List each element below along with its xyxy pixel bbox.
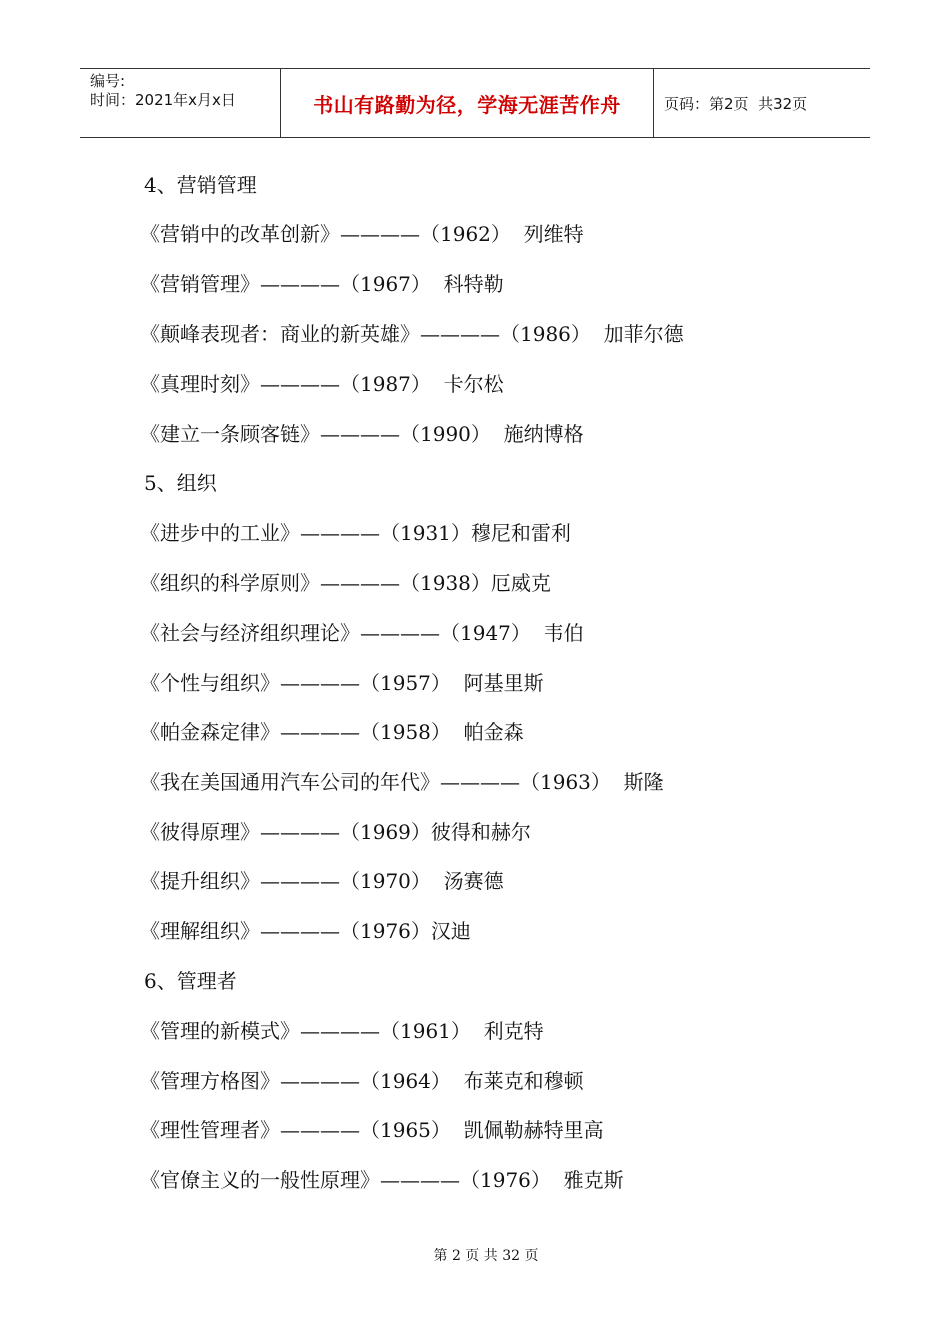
section-heading-managers: 6、管理者 [144,969,237,993]
book-entry: 《建立一条顾客链》————（1990） 施纳博格 [140,422,584,446]
book-entry: 《提升组织》————（1970） 汤赛德 [140,869,504,893]
document-number-label: 编号: [90,72,126,90]
book-entry: 《颠峰表现者：商业的新英雄》————（1986） 加菲尔德 [140,322,684,346]
book-entry: 《营销管理》————（1967） 科特勒 [140,272,504,296]
book-entry: 《真理时刻》————（1987） 卡尔松 [140,372,504,396]
book-entry: 《组织的科学原则》————（1938）厄威克 [140,571,551,595]
book-entry: 《理性管理者》————（1965） 凯佩勒赫特里高 [140,1118,604,1142]
section-heading-organization: 5、组织 [144,471,217,495]
page-footer: 第 2 页 共 32 页 [433,1248,539,1264]
section-heading-marketing: 4、营销管理 [144,173,257,197]
book-entry: 《营销中的改革创新》————（1962） 列维特 [140,222,584,246]
book-entry: 《官僚主义的一般性原理》————（1976） 雅克斯 [140,1168,624,1192]
book-entry: 《进步中的工业》————（1931）穆尼和雷利 [140,521,571,545]
book-entry: 《帕金森定律》————（1958） 帕金森 [140,720,524,744]
book-entry: 《彼得原理》————（1969）彼得和赫尔 [140,820,531,844]
book-entry: 《管理方格图》————（1964） 布莱克和穆顿 [140,1069,584,1093]
header-motto: 书山有路勤为径，学海无涯苦作舟 [281,69,654,137]
book-entry: 《管理的新模式》————（1961） 利克特 [140,1019,544,1043]
book-entry: 《社会与经济组织理论》————（1947） 韦伯 [140,621,584,645]
book-entry: 《理解组织》————（1976）汉迪 [140,919,471,943]
page-header [80,68,870,138]
header-meta [80,69,281,137]
document-date: 时间：2021年x月x日 [90,91,236,109]
book-entry: 《我在美国通用汽车公司的年代》————（1963） 斯隆 [140,770,664,794]
book-entry: 《个性与组织》————（1957） 阿基里斯 [140,671,544,695]
header-page-info: 页码：第2页 共32页 [664,94,808,113]
